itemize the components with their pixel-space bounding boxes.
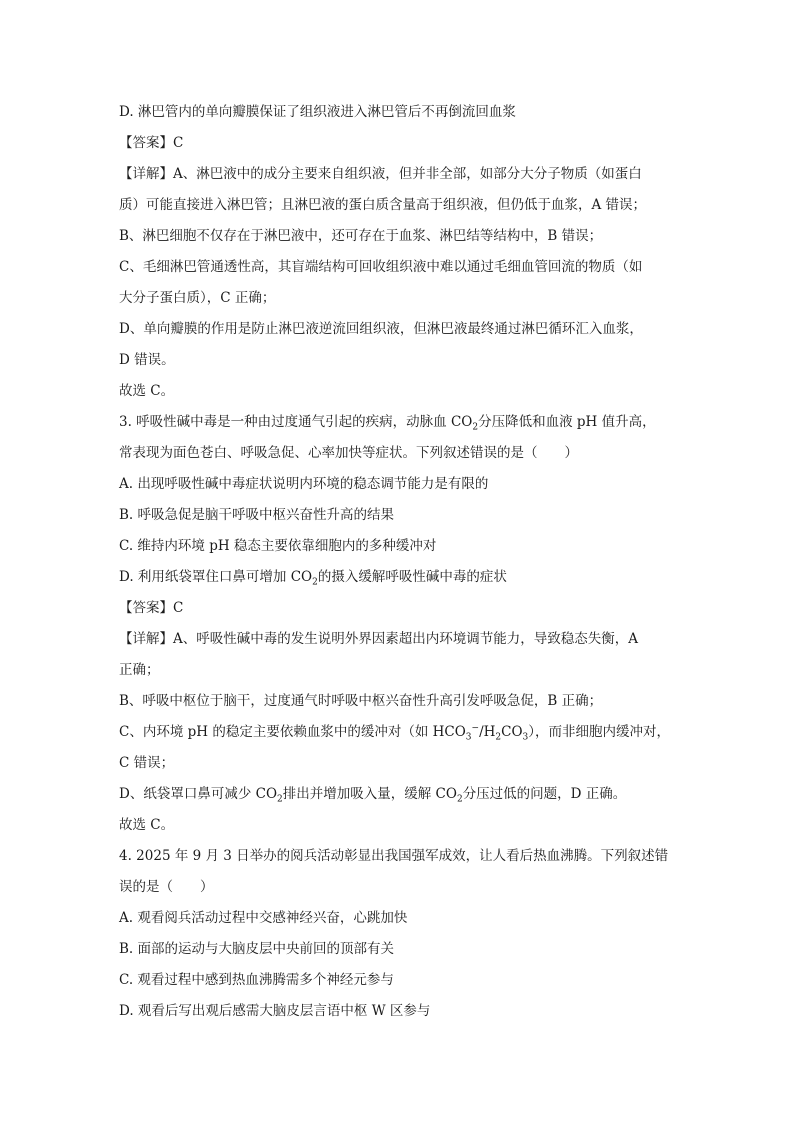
q4-option-a: A. 观看阅兵活动过程中交感神经兴奋，心跳加快 (119, 910, 408, 926)
q4-option-c: C. 观看过程中感到热血沸腾需多个神经元参与 (119, 972, 394, 988)
q2-option-d: D. 淋巴管内的单向瓣膜保证了组织液进入淋巴管后不再倒流回血浆 (119, 104, 516, 120)
q2-detail-line-1: 【详解】A、淋巴液中的成分主要来自组织液，但并非全部，如部分大分子物质（如蛋白 (119, 166, 642, 182)
q3-detail-4-sup: − (471, 723, 480, 734)
q3-option-a: A. 出现呼吸性碱中毒症状说明内环境的稳态调节能力是有限的 (119, 476, 489, 492)
q3-detail-line-6 (119, 784, 679, 804)
q2-conclusion: 故选 C。 (119, 383, 175, 399)
q3-detail-line-2: 正确； (119, 662, 160, 678)
q3-stem-line-1 (119, 412, 679, 432)
q3-detail-line-1: 【详解】A、呼吸性碱中毒的发生说明外界因素超出内环境调节能力，导致稳态失衡，A (119, 631, 638, 647)
q3-detail-4-c: CO (501, 724, 523, 740)
q3-option-d-subscript: 2 (312, 577, 318, 588)
q3-detail-6-b: 排出并增加吸入量，缓解 CO (282, 786, 457, 802)
q3-stem-1-subscript: 2 (472, 422, 479, 433)
q2-answer: 【答案】C (119, 135, 184, 151)
q3-stem-line-2: 常表现为面色苍白、呼吸急促、心率加快等症状。下列叙述错误的是（ ） (119, 445, 578, 461)
q2-detail-line-2: 质）可能直接进入淋巴管；且淋巴液的蛋白质含量高于组织液，但仍低于血浆，A 错误； (119, 197, 647, 213)
q3-conclusion: 故选 C。 (119, 817, 175, 833)
q3-stem-1-a: 3. 呼吸性碱中毒是一种由过度通气引起的疾病，动脉血 CO (119, 414, 473, 430)
q3-detail-6-sub1: 2 (277, 794, 283, 805)
q3-option-b: B. 呼吸急促是脑干呼吸中枢兴奋性升高的结果 (119, 507, 395, 523)
q3-answer: 【答案】C (119, 600, 184, 616)
q2-detail-line-3: B、淋巴细胞不仅存在于淋巴液中，还可存在于血浆、淋巴结等结构中，B 错误； (119, 228, 603, 244)
q3-detail-6-a: D、纸袋罩口鼻可减少 CO (119, 786, 278, 802)
q3-detail-4-sub2: 2 (495, 732, 502, 743)
q3-stem-1-b: 分压降低和血液 pH 值升高， (478, 414, 656, 430)
q2-detail-line-4: C、毛细淋巴管通透性高，其盲端结构可回收组织液中难以通过毛细血管回流的物质（如 (119, 259, 643, 275)
q3-option-d-a: D. 利用纸袋罩住口鼻可增加 CO (119, 569, 313, 585)
q4-stem-line-2: 误的是（ ） (119, 879, 214, 895)
q3-detail-4-sub3: 3 (522, 732, 529, 743)
q3-detail-4-d: ），而非细胞内缓冲对， (528, 724, 671, 740)
q3-detail-line-5: C 错误； (119, 755, 175, 771)
q4-option-d: D. 观看后写出观后感需大脑皮层言语中枢 W 区参与 (119, 1003, 431, 1019)
q3-detail-line-4 (119, 722, 679, 742)
q3-option-d-b: 的摄入缓解呼吸性碱中毒的症状 (317, 569, 507, 585)
q2-detail-line-5: 大分子蛋白质），C 正确； (119, 290, 276, 306)
q3-detail-6-sub2: 2 (456, 794, 463, 805)
q3-detail-4-a: C、内环境 pH 的稳定主要依赖血浆中的缓冲对（如 HCO (119, 724, 466, 740)
q4-stem-line-1: 4. 2025 年 9 月 3 日举办的阅兵活动彰显出我国强军成效，让人看后热血沸腾。下列叙述错 (119, 848, 669, 864)
q3-detail-4-sub1: 3 (465, 732, 472, 743)
q2-detail-line-7: D 错误。 (119, 352, 175, 368)
q3-detail-4-b: /H (479, 724, 496, 740)
q2-detail-line-6: D、单向瓣膜的作用是防止淋巴液逆流回组织液，但淋巴液最终通过淋巴循环汇入血浆， (119, 321, 643, 337)
q3-detail-6-c: 分压过低的问题，D 正确。 (462, 786, 627, 802)
q3-detail-line-3: B、呼吸中枢位于脑干，过度通气时呼吸中枢兴奋性升高引发呼吸急促，B 正确； (119, 693, 603, 709)
q3-option-d (119, 567, 679, 587)
q3-option-c: C. 维持内环境 pH 稳态主要依靠细胞内的多种缓冲对 (119, 538, 437, 554)
q4-option-b: B. 面部的运动与大脑皮层中央前回的顶部有关 (119, 941, 395, 957)
